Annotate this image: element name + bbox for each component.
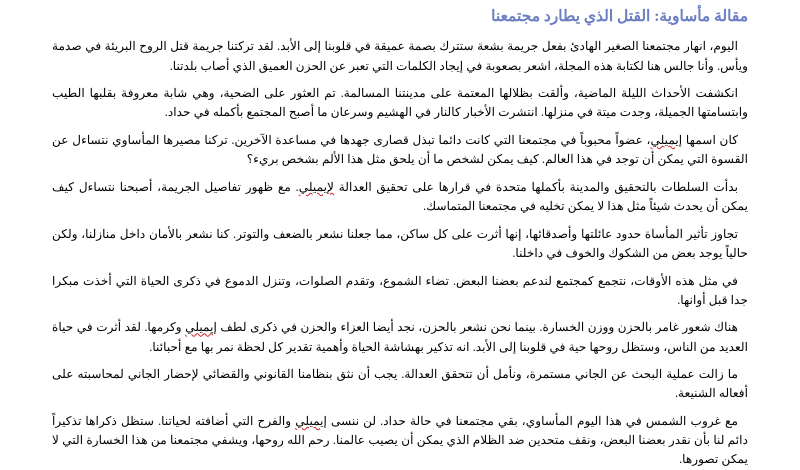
document-body (0, 37, 800, 469)
misspelled-word[interactable]: إيميلي (295, 413, 327, 428)
paragraph: ما زالت عملية البحث عن الجاني مستمرة، ونأمل أن تتحقق العدالة. يجب أن نثق بنظامنا القانوني والقضائي لإحضار الجاني لمحاسبته على أفعاله الشنيعة. (52, 367, 748, 401)
paragraph: اليوم، انهار مجتمعنا الصغير الهادئ بفعل جريمة بشعة ستترك بصمة عميقة في قلوبنا إلى الأبد. لقد تركتنا جريمة قتل الروح البريئة في صدمة ويأس. وأنا جالس هنا لكتابة هذه المجلة، اشعر بصعوبة في إيجاد الكلمات التي تعبر عن الحزن العميق الذي أصاب بلدتنا. (52, 39, 748, 73)
paragraph: في مثل هذه الأوقات، نتجمع كمجتمع لندعم بعضنا البعض. تضاء الشموع، وتقدم الصلوات، وتنزل الدموع في ذكرى الحياة التي أخذت مبكرا جدا قبل أوانها. (52, 273, 748, 307)
paragraph: تجاوز تأثير المأساة حدود عائلتها وأصدقائها، إنها أثرت على كل ساكن، مما جعلنا نشعر بالضعف والتوتر. كنا نشعر بالأمان داخل منازلنا، ولكن حالياً يوجد بعض من الشكوك والخوف في داخلنا. (52, 226, 748, 260)
paragraph: كان اسمها إيميلي، عضواً محبوباً في مجتمعنا التي كانت دائما تبذل قصارى جهدها في مساعدة الآخرين. تركنا مصيرها المأساوي نتساءل عن القسوة التي يمكن أن توجد في هذا العالم. كيف يمكن لشخص ما أن يلحق مثل هذا الألم بشخص بريء؟ (52, 133, 748, 167)
paragraph: بدأت السلطات بالتحقيق والمدينة بأكملها متحدة في قرارها على تحقيق العدالة لإيميلي. مع ظهور تفاصيل الجريمة، أصبحنا نتساءل كيف يمكن أن يحدث شيئاً مثل هذا لا يمكن تخليه في مجتمعنا المتماسك. (52, 179, 748, 214)
page-title: مقالة مأساوية: القتل الذي يطارد مجتمعنا (491, 8, 748, 25)
paragraph: انكشفت الأحداث الليلة الماضية، وألقت بظلالها المعتمة على مدينتنا المسالمة. تم العثور على الضحية، وهي شابة معروفة بقلبها الطيب وابتسامتها الجميلة، وجدت ميتة في منزلها. انتشرت الأخبار كالنار في الهشيم وسرعان ما أصبح المجتمع بأكمله في حداد. (52, 86, 748, 120)
misspelled-word[interactable]: لإيميلي (298, 179, 334, 194)
misspelled-word[interactable]: إيميلي (185, 320, 217, 335)
paragraph: مع غروب الشمس في هذا اليوم المأساوي، بقي مجتمعنا في حالة حداد. لن ننسى إيميلي والفرح التي أضافته لحياتنا. ستظل ذكراها تذكيراً دائم لنا بأن نقدر بعضنا البعض، ونقف متحدين ضد الظلام الذي يمكن أن يصيب عالمنا. رحم الله روحها، ويشفي مجتمعنا من هذا الخسارة التي لا يمكن تصورها. (52, 413, 748, 467)
misspelled-word[interactable]: إيميلي (650, 133, 683, 148)
paragraph: هناك شعور غامر بالحزن ووزن الخسارة. بينما نحن نشعر بالحزن، نجد أيضا العزاء والحزن في ذكرى لطف إيميلي وكرمها. لقد أثرت في حياة العديد من الناس، وستظل روحها حية في قلوبنا إلى الأبد. انه تذكير بهشاشة الحياة وأهمية تقدير كل لحظة نمر بها مع أحبائنا. (52, 320, 748, 354)
